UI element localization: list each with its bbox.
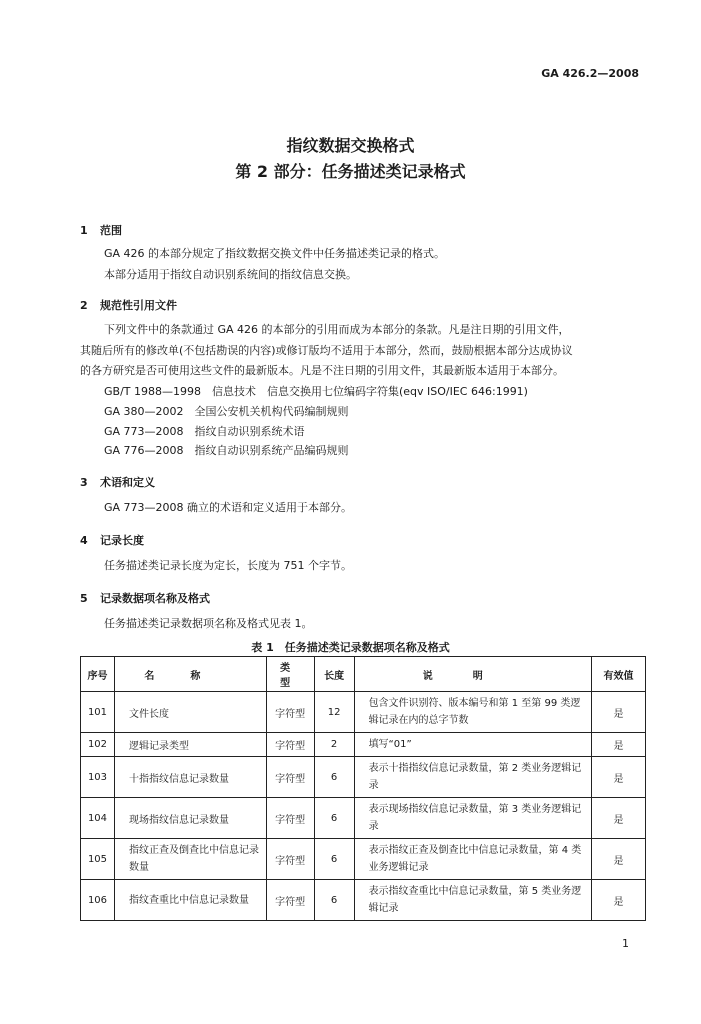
cell-length: 2 <box>314 733 354 757</box>
paragraph: GA 773—2008 确立的术语和定义适用于本部分。 <box>104 501 353 514</box>
cell-name: 逻辑记录类型 <box>114 733 266 757</box>
section-title: 记录长度 <box>100 534 144 547</box>
paragraph: 本部分适用于指纹自动识别系统间的指纹信息交换。 <box>104 268 357 281</box>
cell-valid: 是 <box>592 757 646 798</box>
cell-desc: 表示现场指纹信息记录数量，第 3 类业务逻辑记录 <box>354 798 591 839</box>
reference-item: GB/T 1988—1998 信息技术 信息交换用七位编码字符集(eqv ISO/IEC 646:1991) <box>104 385 528 398</box>
cell-seq: 105 <box>81 839 115 880</box>
paragraph: 任务描述类记录数据项名称及格式见表 1。 <box>104 617 313 630</box>
document-subtitle: 第 2 部分：任务描述类记录格式 <box>235 162 466 181</box>
cell-type: 字符型 <box>266 798 314 839</box>
section-title: 术语和定义 <box>100 476 155 489</box>
section-title: 范围 <box>100 224 122 237</box>
section-1-heading <box>80 222 122 238</box>
section-number: 4 <box>80 534 88 547</box>
section-4-heading <box>80 532 144 548</box>
section-5-heading <box>80 590 210 606</box>
cell-type: 字符型 <box>266 733 314 757</box>
table-row <box>81 733 646 757</box>
header-seq: 序号 <box>81 657 115 692</box>
section-number: 5 <box>80 592 88 605</box>
cell-type: 字符型 <box>266 880 314 921</box>
section-number: 3 <box>80 476 88 489</box>
paragraph: 其随后所有的修改单(不包括勘误的内容)或修订版均不适用于本部分，然而，鼓励根据本部分达成协议 <box>80 344 573 357</box>
cell-desc: 填写“01” <box>354 733 591 757</box>
cell-seq: 102 <box>81 733 115 757</box>
cell-name: 指纹查重比中信息记录数量 <box>114 880 266 921</box>
paragraph: 下列文件中的条款通过 GA 426 的本部分的引用而成为本部分的条款。凡是注日期的引用文件， <box>104 323 570 336</box>
cell-valid: 是 <box>592 692 646 733</box>
reference-item: GA 776—2008 指纹自动识别系统产品编码规则 <box>104 444 349 457</box>
cell-type: 字符型 <box>266 757 314 798</box>
cell-seq: 101 <box>81 692 115 733</box>
cell-name: 现场指纹信息记录数量 <box>114 798 266 839</box>
cell-valid: 是 <box>592 880 646 921</box>
table-caption: 表 1 任务描述类记录数据项名称及格式 <box>251 641 450 654</box>
cell-length: 6 <box>314 839 354 880</box>
section-2-heading <box>80 297 177 313</box>
reference-item: GA 380—2002 全国公安机关机构代码编制规则 <box>104 405 349 418</box>
reference-item: GA 773—2008 指纹自动识别系统术语 <box>104 425 305 438</box>
table-row <box>81 839 646 880</box>
cell-length: 6 <box>314 880 354 921</box>
header-valid: 有效值 <box>592 657 646 692</box>
table-row <box>81 692 646 733</box>
header-length: 长度 <box>314 657 354 692</box>
cell-length: 12 <box>314 692 354 733</box>
section-number: 2 <box>80 299 88 312</box>
page-number: 1 <box>622 937 629 950</box>
cell-desc: 表示指纹查重比中信息记录数量，第 5 类业务逻辑记录 <box>354 880 591 921</box>
cell-length: 6 <box>314 798 354 839</box>
table-row <box>81 880 646 921</box>
document-number: GA 426.2—2008 <box>541 67 639 80</box>
cell-name: 指纹正查及倒查比中信息记录数量 <box>114 839 266 880</box>
paragraph: GA 426 的本部分规定了指纹数据交换文件中任务描述类记录的格式。 <box>104 247 446 260</box>
header-name: 名称 <box>114 657 266 692</box>
record-format-table <box>80 656 646 921</box>
cell-seq: 104 <box>81 798 115 839</box>
cell-desc: 包含文件识别符、版本编号和第 1 至第 99 类逻辑记录在内的总字节数 <box>354 692 591 733</box>
cell-name: 文件长度 <box>114 692 266 733</box>
cell-desc: 表示指纹正查及倒查比中信息记录数量，第 4 类业务逻辑记录 <box>354 839 591 880</box>
header-type: 类型 <box>266 657 314 692</box>
cell-seq: 106 <box>81 880 115 921</box>
cell-valid: 是 <box>592 798 646 839</box>
table-header-row <box>81 657 646 692</box>
document-title: 指纹数据交换格式 <box>286 136 415 155</box>
table-row <box>81 757 646 798</box>
section-title: 规范性引用文件 <box>100 299 177 312</box>
section-3-heading <box>80 474 155 490</box>
paragraph: 的各方研究是否可使用这些文件的最新版本。凡是不注日期的引用文件，其最新版本适用于本部分。 <box>80 364 564 377</box>
section-number: 1 <box>80 224 88 237</box>
header-desc: 说明 <box>354 657 591 692</box>
cell-desc: 表示十指指纹信息记录数量，第 2 类业务逻辑记录 <box>354 757 591 798</box>
cell-type: 字符型 <box>266 839 314 880</box>
table-row <box>81 798 646 839</box>
cell-valid: 是 <box>592 733 646 757</box>
cell-valid: 是 <box>592 839 646 880</box>
paragraph: 任务描述类记录长度为定长，长度为 751 个字节。 <box>104 559 352 572</box>
cell-type: 字符型 <box>266 692 314 733</box>
cell-seq: 103 <box>81 757 115 798</box>
section-title: 记录数据项名称及格式 <box>100 592 210 605</box>
cell-length: 6 <box>314 757 354 798</box>
cell-name: 十指指纹信息记录数量 <box>114 757 266 798</box>
